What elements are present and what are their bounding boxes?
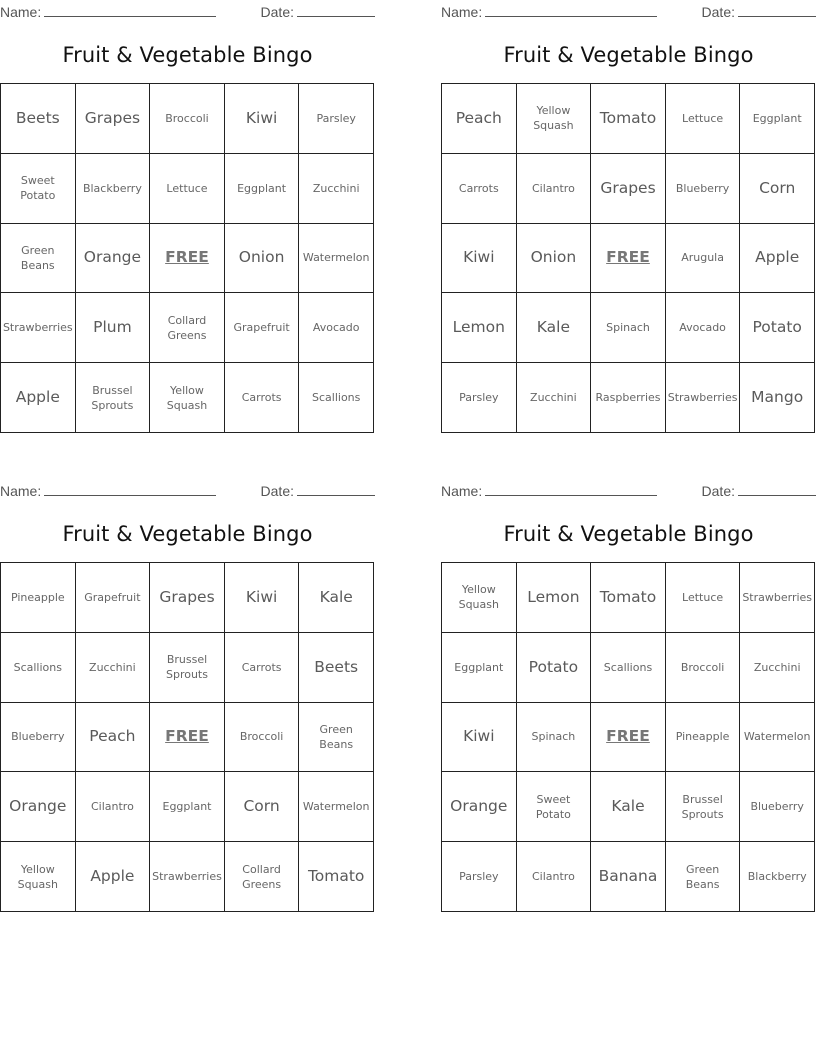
bingo-cell: Parsley (442, 842, 517, 912)
bingo-cell: Eggplant (740, 84, 815, 154)
bingo-cell: Blackberry (76, 154, 151, 224)
bingo-card-3 (0, 479, 375, 891)
card-header (441, 0, 816, 20)
bingo-card-4 (441, 479, 816, 891)
bingo-cell: Peach (442, 84, 517, 154)
bingo-cell: Apple (740, 224, 815, 294)
free-space-cell: FREE (150, 703, 225, 773)
bingo-cell: Strawberries (1, 293, 76, 363)
bingo-cell: Pineapple (666, 703, 741, 773)
bingo-cell: Corn (225, 772, 300, 842)
date-field (702, 2, 816, 20)
name-label: Name: (0, 4, 42, 20)
date-blank-line (738, 2, 816, 17)
bingo-cell: Beets (1, 84, 76, 154)
bingo-cell: Onion (517, 224, 592, 294)
name-label: Name: (0, 483, 42, 499)
bingo-cell: Grapefruit (225, 293, 300, 363)
date-label: Date: (260, 483, 294, 499)
date-label: Date: (260, 4, 294, 20)
bingo-cell: Grapes (150, 563, 225, 633)
bingo-cell: Lettuce (666, 84, 741, 154)
bingo-grid (441, 562, 815, 912)
bingo-cell: Grapefruit (76, 563, 151, 633)
bingo-cell: Scallions (1, 633, 76, 703)
bingo-cell: Green Beans (666, 842, 741, 912)
bingo-cell: Watermelon (299, 224, 374, 294)
bingo-cell: Avocado (666, 293, 741, 363)
free-space-cell: FREE (591, 703, 666, 773)
bingo-cell: Kale (299, 563, 374, 633)
bingo-cell: Blueberry (740, 772, 815, 842)
bingo-cell: Orange (442, 772, 517, 842)
bingo-cell: Kiwi (442, 224, 517, 294)
bingo-cell: Potato (740, 293, 815, 363)
bingo-grid (0, 562, 374, 912)
bingo-cell: Kale (517, 293, 592, 363)
bingo-cell: Lemon (517, 563, 592, 633)
date-blank-line (738, 481, 816, 496)
name-blank-line (44, 2, 216, 17)
bingo-cell: Yellow Squash (442, 563, 517, 633)
name-blank-line (485, 2, 657, 17)
bingo-cell: Zucchini (740, 633, 815, 703)
bingo-cell: Kale (591, 772, 666, 842)
bingo-cell: Brussel Sprouts (666, 772, 741, 842)
name-field (441, 481, 657, 499)
bingo-cell: Tomato (591, 563, 666, 633)
bingo-cell: Raspberries (591, 363, 666, 433)
bingo-cell: Sweet Potato (517, 772, 592, 842)
bingo-cell: Apple (76, 842, 151, 912)
bingo-cell: Peach (76, 703, 151, 773)
bingo-cell: Brussel Sprouts (76, 363, 151, 433)
bingo-cell: Kiwi (442, 703, 517, 773)
name-label: Name: (441, 4, 483, 20)
bingo-cell: Collard Greens (150, 293, 225, 363)
bingo-cell: Strawberries (740, 563, 815, 633)
bingo-cell: Broccoli (666, 633, 741, 703)
card-header (441, 479, 816, 499)
bingo-cell: Strawberries (666, 363, 741, 433)
bingo-cell: Corn (740, 154, 815, 224)
bingo-card-2 (441, 0, 816, 407)
name-blank-line (44, 481, 216, 496)
bingo-cell: Yellow Squash (150, 363, 225, 433)
bingo-cell: Scallions (591, 633, 666, 703)
bingo-cell: Lettuce (666, 563, 741, 633)
bingo-card-1 (0, 0, 375, 412)
card-header (0, 0, 375, 20)
bingo-cell: Eggplant (225, 154, 300, 224)
bingo-cell: Potato (517, 633, 592, 703)
bingo-cell: Plum (76, 293, 151, 363)
bingo-cell: Sweet Potato (1, 154, 76, 224)
name-field (0, 2, 216, 20)
bingo-cell: Green Beans (1, 224, 76, 294)
bingo-cell: Yellow Squash (517, 84, 592, 154)
bingo-cell: Yellow Squash (1, 842, 76, 912)
bingo-cell: Spinach (591, 293, 666, 363)
bingo-cell: Watermelon (299, 772, 374, 842)
card-title: Fruit & Vegetable Bingo (62, 43, 313, 67)
name-blank-line (485, 481, 657, 496)
card-header (0, 479, 375, 499)
bingo-cell: Scallions (299, 363, 374, 433)
bingo-cell: Cilantro (517, 154, 592, 224)
bingo-cell: Orange (76, 224, 151, 294)
bingo-cell: Arugula (666, 224, 741, 294)
bingo-cell: Beets (299, 633, 374, 703)
bingo-cell: Pineapple (1, 563, 76, 633)
date-blank-line (297, 481, 375, 496)
bingo-cell: Onion (225, 224, 300, 294)
bingo-cell: Kiwi (225, 563, 300, 633)
bingo-cell: Carrots (442, 154, 517, 224)
card-title: Fruit & Vegetable Bingo (503, 522, 754, 546)
bingo-cell: Blueberry (1, 703, 76, 773)
bingo-cell: Strawberries (150, 842, 225, 912)
bingo-cell: Carrots (225, 363, 300, 433)
bingo-cell: Parsley (442, 363, 517, 433)
bingo-cell: Kiwi (225, 84, 300, 154)
bingo-cell: Parsley (299, 84, 374, 154)
bingo-cell: Mango (740, 363, 815, 433)
bingo-cell: Tomato (591, 84, 666, 154)
name-field (441, 2, 657, 20)
bingo-cell: Green Beans (299, 703, 374, 773)
bingo-cell: Eggplant (150, 772, 225, 842)
card-title: Fruit & Vegetable Bingo (62, 522, 313, 546)
bingo-cell: Brussel Sprouts (150, 633, 225, 703)
bingo-grid (441, 83, 815, 433)
bingo-cell: Zucchini (299, 154, 374, 224)
name-field (0, 481, 216, 499)
date-label: Date: (701, 483, 735, 499)
bingo-cell: Eggplant (442, 633, 517, 703)
bingo-cell: Tomato (299, 842, 374, 912)
card-title: Fruit & Vegetable Bingo (503, 43, 754, 67)
date-field (702, 481, 816, 499)
name-label: Name: (441, 483, 483, 499)
bingo-cell: Lettuce (150, 154, 225, 224)
bingo-cell: Cilantro (76, 772, 151, 842)
free-space-cell: FREE (150, 224, 225, 294)
bingo-cell: Apple (1, 363, 76, 433)
bingo-cell: Grapes (76, 84, 151, 154)
bingo-cell: Spinach (517, 703, 592, 773)
date-label: Date: (701, 4, 735, 20)
bingo-cell: Zucchini (517, 363, 592, 433)
bingo-cell: Broccoli (225, 703, 300, 773)
bingo-cell: Banana (591, 842, 666, 912)
date-field (261, 2, 375, 20)
bingo-cell: Orange (1, 772, 76, 842)
bingo-cell: Zucchini (76, 633, 151, 703)
bingo-cell: Watermelon (740, 703, 815, 773)
bingo-cell: Blackberry (740, 842, 815, 912)
bingo-cell: Grapes (591, 154, 666, 224)
bingo-cell: Cilantro (517, 842, 592, 912)
bingo-cell: Lemon (442, 293, 517, 363)
bingo-cell: Broccoli (150, 84, 225, 154)
bingo-cell: Carrots (225, 633, 300, 703)
date-field (261, 481, 375, 499)
bingo-cell: Avocado (299, 293, 374, 363)
bingo-cell: Blueberry (666, 154, 741, 224)
free-space-cell: FREE (591, 224, 666, 294)
bingo-grid (0, 83, 374, 433)
date-blank-line (297, 2, 375, 17)
bingo-cell: Collard Greens (225, 842, 300, 912)
